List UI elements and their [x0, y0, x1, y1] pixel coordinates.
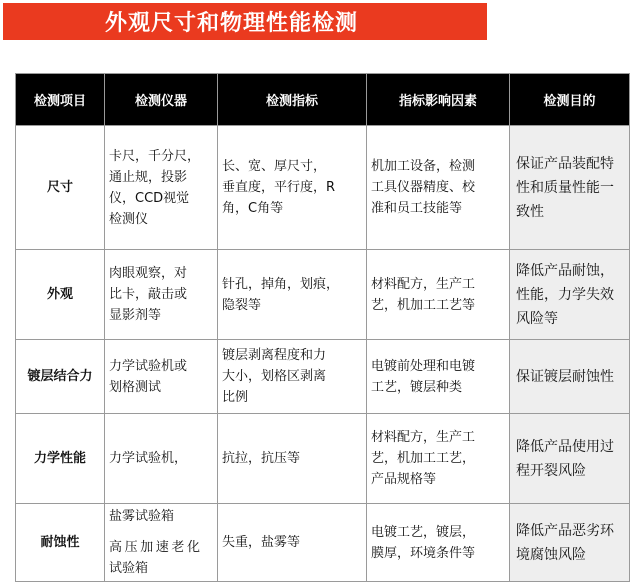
- header-indicator: 检测指标: [218, 74, 367, 126]
- cell-line: 肉眼观察，对: [109, 266, 188, 281]
- cell-line: 针孔，掉角，划痕，: [222, 276, 340, 292]
- cell-line: 降低产品耐蚀，: [516, 262, 614, 279]
- cell-line: 工具仪器精度、校: [371, 180, 476, 195]
- item-cell: 外观: [16, 250, 105, 340]
- header-item: 检测项目: [16, 74, 105, 126]
- factors-cell: [367, 504, 510, 582]
- table-row: [16, 126, 630, 250]
- cell-line: 划格测试: [109, 379, 162, 395]
- item-cell: 镀层结合力: [16, 340, 105, 414]
- instrument-cell: [105, 126, 218, 250]
- cell-line: 境腐蚀风险: [516, 546, 586, 563]
- cell-line: 降低产品恶劣环: [516, 522, 614, 539]
- cell-line: 通止规，投影: [109, 169, 188, 185]
- indicator-cell: [218, 340, 367, 414]
- cell-line: 致性: [516, 203, 544, 220]
- cell-line: 降低产品使用过: [516, 438, 614, 455]
- cell-line: 程开裂风险: [516, 462, 586, 479]
- header-factors: 指标影响因素: [367, 74, 510, 126]
- cell-line: 工艺，镀层种类: [371, 379, 463, 395]
- page-title: 外观尺寸和物理性能检测: [105, 11, 359, 36]
- instrument-cell: [105, 250, 218, 340]
- cell-line: 比卡，敲击或: [109, 287, 188, 302]
- factors-cell: [367, 340, 510, 414]
- cell-line: 垂直度，平行度，R: [222, 180, 336, 195]
- indicator-cell: [218, 126, 367, 250]
- header-instrument: 检测仪器: [105, 74, 218, 126]
- cell-line: 电镀前处理和电镀: [371, 358, 476, 374]
- cell-line: 大小，划格区剥离: [222, 369, 327, 384]
- cell-line: 机加工设备，检测: [371, 159, 476, 174]
- cell-line: 力学试验机或: [109, 358, 188, 374]
- inspection-table: [15, 73, 630, 582]
- cell-line: 仪，CCD视觉: [109, 190, 190, 206]
- line-gap: [109, 527, 214, 537]
- table-row: [16, 414, 630, 504]
- item-cell: 力学性能: [16, 414, 105, 504]
- cell-line: 材料配方，生产工: [371, 430, 476, 445]
- factors-cell: [367, 250, 510, 340]
- purpose-cell: [510, 340, 630, 414]
- cell-line: 检测仪: [109, 211, 149, 227]
- cell-line: 失重，盐雾等: [222, 535, 301, 550]
- cell-line: 艺，机加工工艺等: [371, 297, 476, 313]
- cell-line: 性能，力学失效: [516, 286, 614, 303]
- header-purpose: 检测目的: [510, 74, 630, 126]
- cell-line: 镀层剥离程度和力: [222, 348, 327, 363]
- cell-line: 准和员工技能等: [371, 201, 463, 216]
- factors-cell: [367, 126, 510, 250]
- factors-cell: [367, 414, 510, 504]
- indicator-cell: [218, 414, 367, 504]
- cell-line: 角，C角等: [222, 201, 284, 216]
- cell-line: 电镀工艺，镀层，: [371, 524, 476, 540]
- purpose-cell: [510, 414, 630, 504]
- cell-line: 抗拉，抗压等: [222, 451, 301, 466]
- cell-line: 保证产品装配特: [516, 155, 614, 172]
- cell-line: 隐裂等: [222, 297, 262, 313]
- purpose-cell: [510, 250, 630, 340]
- cell-line: 膜厚，环境条件等: [371, 545, 476, 561]
- table-row: [16, 250, 630, 340]
- cell-line: 材料配方，生产工: [371, 276, 476, 292]
- cell-line: 力学试验机，: [109, 451, 188, 466]
- title-banner: [3, 3, 487, 40]
- item-cell: 耐蚀性: [16, 504, 105, 582]
- table-row: [16, 340, 630, 414]
- cell-line: 性和质量性能一: [516, 179, 614, 196]
- cell-line: 保证镀层耐蚀性: [516, 368, 614, 385]
- cell-line: 风险等: [516, 310, 558, 327]
- cell-line: 产品规格等: [371, 472, 437, 487]
- instrument-cell: [105, 504, 218, 582]
- instrument-cell: [105, 414, 218, 504]
- cell-line: 试验箱: [109, 561, 149, 576]
- purpose-cell: [510, 126, 630, 250]
- indicator-cell: [218, 250, 367, 340]
- cell-line: 比例: [222, 390, 249, 405]
- cell-line: 长、宽、厚尺寸，: [222, 159, 327, 174]
- indicator-cell: [218, 504, 367, 582]
- item-cell: 尺寸: [16, 126, 105, 250]
- cell-line: 卡尺，千分尺，: [109, 148, 201, 164]
- purpose-cell: [510, 504, 630, 582]
- instrument-cell: [105, 340, 218, 414]
- cell-line: 盐雾试验箱: [109, 509, 175, 524]
- cell-line: 显影剂等: [109, 308, 162, 323]
- table-header-row: [16, 74, 630, 126]
- table-row: [16, 504, 630, 582]
- cell-line: 艺，机加工工艺，: [371, 451, 476, 466]
- cell-line: 高压加速老化: [109, 540, 203, 555]
